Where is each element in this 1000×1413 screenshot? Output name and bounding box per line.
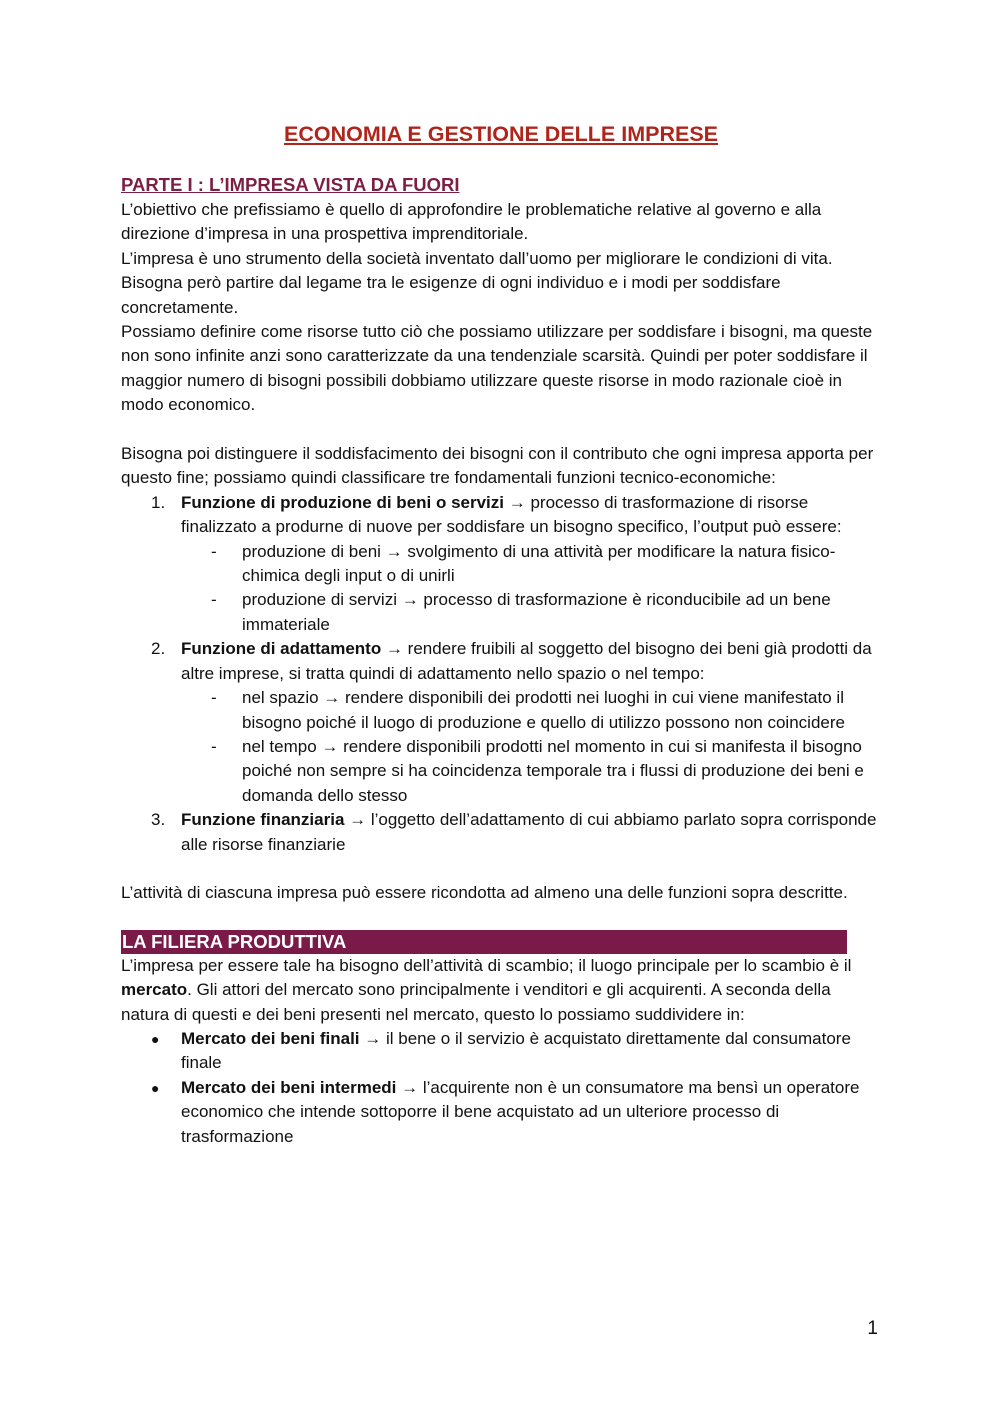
sub-item-text: produzione di beni → svolgimento di una attività per modificare la natura fisico-chimica degli input o di unirli [242,541,836,586]
market-keyword: mercato [121,980,188,1000]
intro-paragraph: Possiamo definire come risorse tutto ciò che possiamo utilizzare per soddisfare i bisogni, ma queste non sono infinite anzi sono caratterizzate da una tendenziale scarsità. Quindi per poter soddisfare il maggior numero di bisogni possibili dobbiamo utilizzare queste risorse in modo razionale cioè in modo economico. [121,322,873,415]
functions-list [121,491,881,857]
intro-paragraph: L’obiettivo che prefissiamo è quello di approfondire le problematiche relative al governo e alla direzione d’impresa in una prospettiva imprenditoriale. [121,200,822,244]
market-intro [121,954,881,1027]
dash-marker: - [211,541,217,561]
section-heading: LA FILIERA PRODUTTIVA [121,930,847,954]
page-number: 1 [867,1318,878,1339]
part-heading: PARTE I : L’IMPRESA VISTA DA FUORI [121,174,460,195]
list-number: 3. [151,810,166,830]
dash-marker: - [211,688,217,708]
list-number: 2. [151,639,166,659]
paragraph-gap [121,857,881,881]
function-item [121,637,881,808]
sub-item-text: nel spazio → rendere disponibili dei prodotti nei luoghi in cui viene manifestato il bisogno poiché il luogo di produzione e quello di utilizzo possono non coincidere [242,688,845,732]
market-name: Mercato dei beni finali [181,1028,360,1048]
market-intro-text: . Gli attori del mercato sono principalmente i venditori e gli acquirenti. A seconda della natura di questi e dei beni presenti nel mercato, questo lo possiamo suddividere in: [121,980,831,1024]
sub-item [181,540,881,589]
market-text: → l’acquirente non è un consumatore ma bensì un operatore economico che intende sottoporre il bene acquistato ad un ulteriore processo di trasformazione [181,1077,860,1146]
sub-item [181,735,881,808]
function-name: Funzione di produzione di beni o servizi [181,492,505,512]
functions-outro: L’attività di ciascuna impresa può essere ricondotta ad almeno una delle funzioni sopra descritte. [121,883,848,903]
market-item [121,1027,881,1076]
dash-marker: - [211,736,217,756]
sub-item [181,588,881,637]
intro-paragraph: L’impresa è uno strumento della società inventato dall’uomo per migliorare le condizioni di vita. Bisogna però partire dal legame tra le esigenze di ogni individuo e i modi per soddisfare concretamente. [121,248,833,317]
function-item [121,808,881,857]
market-name: Mercato dei beni intermedi [181,1077,397,1097]
function-name: Funzione di adattamento [181,639,382,659]
market-text: → il bene o il servizio è acquistato direttamente dal consumatore finale [181,1028,851,1073]
function-text: → processo di trasformazione di risorse finalizzato a produrne di nuove per soddisfare un bisogno specifico, l’output può essere: [181,492,842,537]
bullet-icon: ● [151,1079,160,1096]
function-text: → rendere fruibili al soggetto del bisogno dei beni già prodotti da altre imprese, si tratta quindi di adattamento nello spazio o nel tempo: [181,639,872,683]
function-name: Funzione finanziaria [181,810,345,830]
functions-intro: Bisogna poi distinguere il soddisfacimento dei bisogni con il contributo che ogni impresa apporta per questo fine; possiamo quindi classificare tre fondamentali funzioni tecnico-economiche: [121,444,874,488]
sub-item [181,686,881,735]
sub-item-text: produzione di servizi → processo di trasformazione è riconducibile ad un bene immateriale [242,590,831,634]
sub-list [181,686,881,808]
document-page [121,118,881,1149]
function-text: → l’oggetto dell’adattamento di cui abbiamo parlato sopra corrisponde alle risorse finanziarie [181,810,877,854]
market-item [121,1076,881,1149]
bullet-icon: ● [151,1030,160,1047]
document-title: ECONOMIA E GESTIONE DELLE IMPRESE [283,122,719,146]
sub-item-text: nel tempo → rendere disponibili prodotti nel momento in cui si manifesta il bisogno poiché non sempre si ha coincidenza temporale tra i flussi di produzione dei beni e domanda dello stesso [242,736,864,805]
list-number: 1. [151,492,166,512]
function-item [121,491,881,637]
paragraph-gap [121,418,881,442]
markets-list [121,1027,881,1149]
dash-marker: - [211,590,217,610]
market-intro-text: L’impresa per essere tale ha bisogno dell’attività di scambio; il luogo principale per lo scambio è il [121,955,852,975]
sub-list [181,540,881,638]
